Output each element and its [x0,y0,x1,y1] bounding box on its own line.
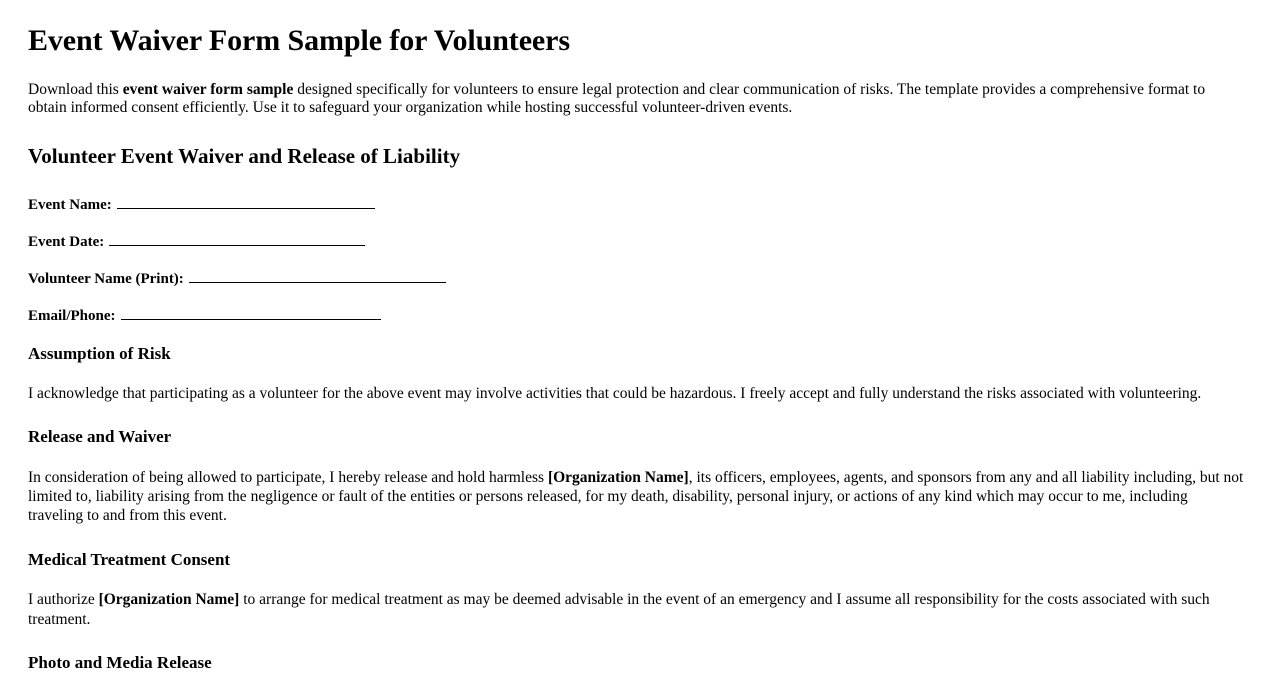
page-title: Event Waiver Form Sample for Volunteers [28,24,570,57]
form-field-list [28,196,1246,325]
form-field-volunteer-name [28,270,1246,288]
field-label-volunteer-name: Volunteer Name (Print): [28,270,184,287]
subsection-heading-medical-treatment-consent: Medical Treatment Consent [28,549,231,569]
field-label-event-date: Event Date: [28,233,105,250]
form-field-email-phone [28,307,1246,325]
field-rule-email-phone[interactable] [121,308,381,320]
form-field-event-name [28,196,1246,214]
organization-name-placeholder: [Organization Name] [547,468,689,486]
form-field-event-date [28,233,1246,251]
paragraph-release-and-waiver [28,468,1246,526]
field-label-email-phone: Email/Phone: [28,307,116,324]
paragraph-medical-treatment-consent [28,590,1246,629]
subsection-heading-assumption-of-risk: Assumption of Risk [28,343,171,363]
field-label-event-name: Event Name: [28,196,112,213]
paragraph-text-part-2: , its officers, employees, agents, and sponsors from any and all liability including, but not limited to, liability arising from the negligence or fault of the entities or persons released, for my death, disability, personal injury, or actions of any kind which may occur to me, including traveling to and from this event. [28,468,1244,525]
paragraph-text-part-1: In consideration of being allowed to participate, I hereby release and hold harmless [28,468,548,486]
paragraph-text-part-1: I acknowledge that participating as a volunteer for the above event may involve activities that could be hazardous. I freely accept and fully understand the risks associated with volunteering. [28,384,1202,402]
paragraph-assumption-of-risk [28,384,1246,403]
intro-text-before: Download this [28,80,123,98]
intro-paragraph [28,81,1246,119]
intro-text-after: designed specifically for volunteers to ensure legal protection and clear communication of risks. The template provides a comprehensive format to obtain informed consent efficiently. Use it to safeguard your organization while hosting successful volunteer-driven events. [28,80,1206,117]
field-rule-event-name[interactable] [117,197,375,209]
field-rule-volunteer-name[interactable] [189,271,446,283]
section-heading-waiver-release: Volunteer Event Waiver and Release of Liability [28,144,461,169]
subsection-heading-release-and-waiver: Release and Waiver [28,427,172,447]
organization-name-placeholder: [Organization Name] [98,591,240,609]
paragraph-text-part-2: to arrange for medical treatment as may be deemed advisable in the event of an emergency and I assume all responsibility for the costs associated with such treatment. [28,591,1210,628]
paragraph-text-part-1: I authorize [28,591,99,609]
subsection-heading-photo-and-media-release: Photo and Media Release [28,652,212,672]
intro-keyword-bold: event waiver form sample [122,80,294,98]
field-rule-event-date[interactable] [109,234,365,246]
